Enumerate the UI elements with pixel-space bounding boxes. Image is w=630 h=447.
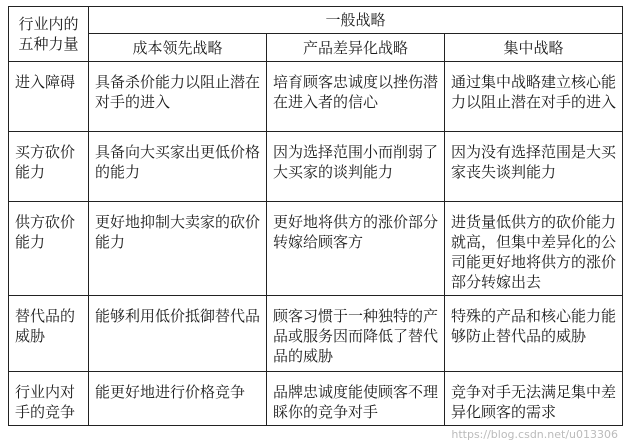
table-row bbox=[9, 62, 623, 132]
table-cell: 因为没有选择范围是大买家丧失谈判能力 bbox=[445, 132, 623, 202]
header-row-1 bbox=[9, 7, 623, 34]
column-header-focus: 集中战略 bbox=[445, 34, 623, 62]
row-header: 替代品的威胁 bbox=[9, 296, 89, 372]
table-row bbox=[9, 296, 623, 372]
table-cell: 能更好地进行价格竞争 bbox=[89, 372, 267, 426]
table-row bbox=[9, 132, 623, 202]
table-cell: 品牌忠诚度能使顾客不理睬你的竞争对手 bbox=[267, 372, 445, 426]
table-cell: 能够利用低价抵御替代品 bbox=[89, 296, 267, 372]
table-cell: 更好地将供方的涨价部分转嫁给顾客方 bbox=[267, 202, 445, 296]
table-cell: 因为选择范围小而削弱了大买家的谈判能力 bbox=[267, 132, 445, 202]
row-header: 行业内对手的竞争 bbox=[9, 372, 89, 426]
column-header-cost-leadership: 成本领先战略 bbox=[89, 34, 267, 62]
row-header: 买方砍价能力 bbox=[9, 132, 89, 202]
table-cell: 顾客习惯于一种独特的产品或服务因而降低了替代品的威胁 bbox=[267, 296, 445, 372]
row-header: 进入障碍 bbox=[9, 62, 89, 132]
table-cell: 通过集中战略建立核心能力以阻止潜在对手的进入 bbox=[445, 62, 623, 132]
row-header: 供方砍价能力 bbox=[9, 202, 89, 296]
table-cell: 更好地抑制大卖家的砍价能力 bbox=[89, 202, 267, 296]
table-cell: 竞争对手无法满足集中差异化顾客的需求 bbox=[445, 372, 623, 426]
watermark: https://blog.csdn.net/u013306 bbox=[451, 428, 618, 441]
table-cell: 特殊的产品和核心能力能够防止替代品的威胁 bbox=[445, 296, 623, 372]
header-row-2 bbox=[9, 34, 623, 62]
group-header: 一般战略 bbox=[89, 7, 623, 34]
table-cell: 进货量低供方的砍价能力就高，但集中差异化的公司能更好地将供方的涨价部分转嫁出去 bbox=[445, 202, 623, 296]
corner-header: 行业内的五种力量 bbox=[9, 7, 89, 62]
table-row bbox=[9, 372, 623, 426]
five-forces-strategy-table bbox=[8, 6, 623, 426]
column-header-differentiation: 产品差异化战略 bbox=[267, 34, 445, 62]
table-cell: 培育顾客忠诚度以挫伤潜在进入者的信心 bbox=[267, 62, 445, 132]
table-cell: 具备向大买家出更低价格的能力 bbox=[89, 132, 267, 202]
table-row bbox=[9, 202, 623, 296]
strategy-table-container bbox=[8, 6, 622, 426]
table-cell: 具备杀价能力以阻止潜在对手的进入 bbox=[89, 62, 267, 132]
